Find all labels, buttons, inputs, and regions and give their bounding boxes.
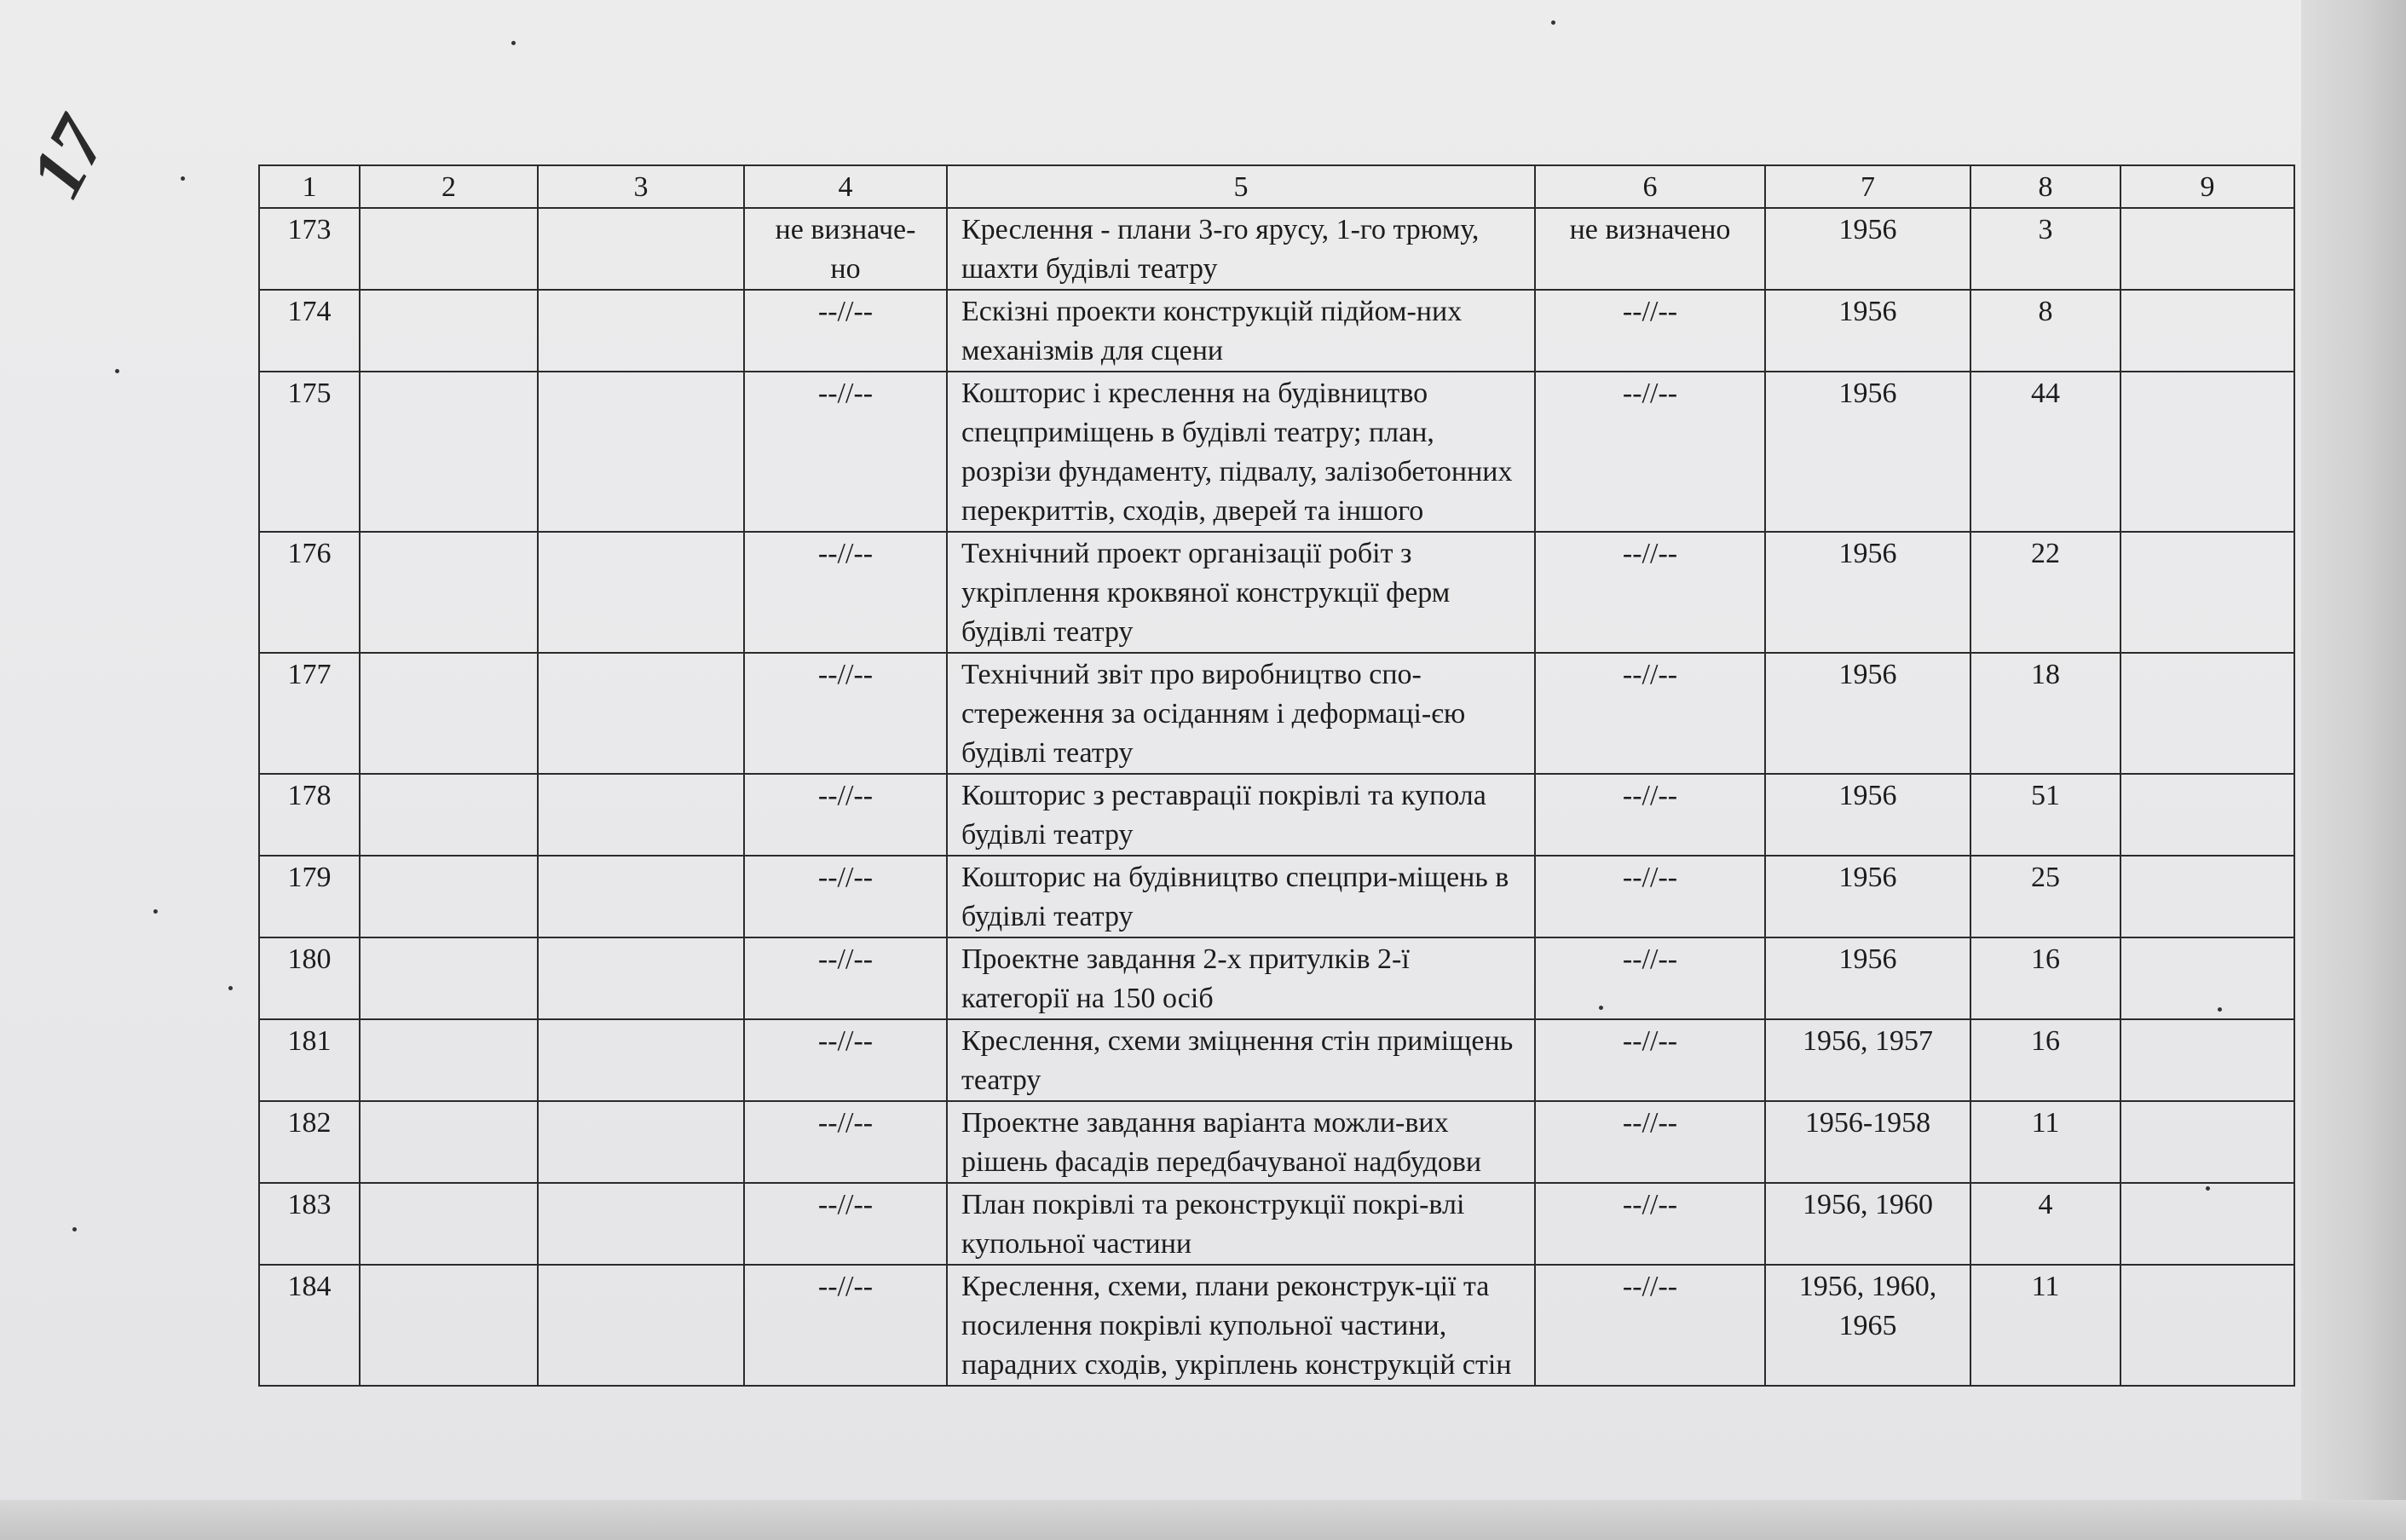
table-row <box>259 937 2294 1019</box>
date-undetermined-cell: --//-- <box>744 937 947 1019</box>
scan-speck <box>153 909 158 914</box>
handwritten-page-number: 17 <box>14 105 124 211</box>
record-number-cell: 182 <box>259 1101 360 1183</box>
table-row <box>259 208 2294 290</box>
scan-speck <box>115 369 119 373</box>
col6-cell: --//-- <box>1535 1019 1765 1101</box>
col9-cell <box>2120 1183 2294 1265</box>
record-number-cell: 180 <box>259 937 360 1019</box>
col9-cell <box>2120 1101 2294 1183</box>
column-header: 8 <box>1970 165 2120 208</box>
year-cell: 1956 <box>1765 208 1970 290</box>
sheet-count-cell: 44 <box>1970 372 2120 532</box>
sheet-count-cell: 51 <box>1970 774 2120 856</box>
scan-speck <box>1551 20 1555 25</box>
table-row <box>259 653 2294 774</box>
title-cell: Кошторис на будівництво спецпри-міщень в будівлі театру <box>947 856 1535 937</box>
col9-cell <box>2120 1019 2294 1101</box>
year-cell: 1956, 1960, 1965 <box>1765 1265 1970 1386</box>
col2-cell <box>360 1019 538 1101</box>
col6-cell: --//-- <box>1535 372 1765 532</box>
scan-speck <box>2206 1186 2210 1191</box>
sheet-count-cell: 4 <box>1970 1183 2120 1265</box>
table-row <box>259 290 2294 372</box>
record-number-cell: 179 <box>259 856 360 937</box>
scan-speck <box>1599 1006 1603 1010</box>
record-number-cell: 176 <box>259 532 360 653</box>
year-cell: 1956 <box>1765 937 1970 1019</box>
sheet-count-cell: 3 <box>1970 208 2120 290</box>
date-undetermined-cell: --//-- <box>744 856 947 937</box>
date-undetermined-cell: --//-- <box>744 1183 947 1265</box>
title-cell: Креслення, схеми зміцнення стін приміщень театру <box>947 1019 1535 1101</box>
col9-cell <box>2120 532 2294 653</box>
date-undetermined-cell: не визначе- но <box>744 208 947 290</box>
sheet-count-cell: 18 <box>1970 653 2120 774</box>
col6-cell: --//-- <box>1535 774 1765 856</box>
date-undetermined-cell: --//-- <box>744 1019 947 1101</box>
sheet-count-cell: 16 <box>1970 937 2120 1019</box>
column-header: 2 <box>360 165 538 208</box>
column-header: 9 <box>2120 165 2294 208</box>
header-row <box>259 165 2294 208</box>
title-cell: План покрівлі та реконструкції покрі-влі купольної частини <box>947 1183 1535 1265</box>
col9-cell <box>2120 774 2294 856</box>
table-row <box>259 372 2294 532</box>
table-row <box>259 856 2294 937</box>
sheet-count-cell: 11 <box>1970 1265 2120 1386</box>
record-number-cell: 174 <box>259 290 360 372</box>
title-cell: Проектне завдання варіанта можли-вих рішень фасадів передбачуваної надбудови <box>947 1101 1535 1183</box>
scan-speck <box>181 176 185 181</box>
col3-cell <box>538 290 744 372</box>
page-edge <box>2301 0 2406 1540</box>
col3-cell <box>538 937 744 1019</box>
col2-cell <box>360 937 538 1019</box>
col2-cell <box>360 774 538 856</box>
col3-cell <box>538 774 744 856</box>
col2-cell <box>360 372 538 532</box>
col9-cell <box>2120 372 2294 532</box>
scan-speck <box>2218 1007 2222 1012</box>
scan-speck <box>511 41 516 45</box>
sheet-count-cell: 22 <box>1970 532 2120 653</box>
col6-cell: --//-- <box>1535 532 1765 653</box>
date-undetermined-cell: --//-- <box>744 372 947 532</box>
col6-cell: не визначено <box>1535 208 1765 290</box>
col2-cell <box>360 290 538 372</box>
col6-cell: --//-- <box>1535 653 1765 774</box>
title-cell: Технічний проект організації робіт з укріплення кроквяної конструкції ферм будівлі театру <box>947 532 1535 653</box>
col3-cell <box>538 1265 744 1386</box>
date-undetermined-cell: --//-- <box>744 290 947 372</box>
col2-cell <box>360 532 538 653</box>
col3-cell <box>538 856 744 937</box>
col2-cell <box>360 1265 538 1386</box>
scan-speck <box>72 1227 77 1231</box>
title-cell: Креслення - плани 3-го ярусу, 1-го трюму, шахти будівлі театру <box>947 208 1535 290</box>
sheet-count-cell: 16 <box>1970 1019 2120 1101</box>
col6-cell: --//-- <box>1535 290 1765 372</box>
table-row <box>259 774 2294 856</box>
year-cell: 1956 <box>1765 532 1970 653</box>
col6-cell: --//-- <box>1535 856 1765 937</box>
record-number-cell: 184 <box>259 1265 360 1386</box>
col3-cell <box>538 532 744 653</box>
date-undetermined-cell: --//-- <box>744 774 947 856</box>
sheet-count-cell: 25 <box>1970 856 2120 937</box>
col3-cell <box>538 1101 744 1183</box>
column-header: 7 <box>1765 165 1970 208</box>
record-number-cell: 178 <box>259 774 360 856</box>
sheet-count-cell: 8 <box>1970 290 2120 372</box>
record-number-cell: 183 <box>259 1183 360 1265</box>
title-cell: Кошторис і креслення на будівництво спецприміщень в будівлі театру; план, розрізи фундаменту, підвалу, залізобетонних перекриттів, сходів, дверей та іншого <box>947 372 1535 532</box>
column-header: 5 <box>947 165 1535 208</box>
col2-cell <box>360 1183 538 1265</box>
col6-cell: --//-- <box>1535 1265 1765 1386</box>
col6-cell: --//-- <box>1535 937 1765 1019</box>
table-row <box>259 1019 2294 1101</box>
year-cell: 1956, 1957 <box>1765 1019 1970 1101</box>
title-cell: Ескізні проекти конструкцій підйом-них механізмів для сцени <box>947 290 1535 372</box>
title-cell: Кошторис з реставрації покрівлі та купола будівлі театру <box>947 774 1535 856</box>
page-bottom-edge <box>0 1500 2406 1540</box>
title-cell: Технічний звіт про виробництво спо-стереження за осіданням і деформаці-єю будівлі театру <box>947 653 1535 774</box>
table-row <box>259 532 2294 653</box>
year-cell: 1956 <box>1765 856 1970 937</box>
col6-cell: --//-- <box>1535 1183 1765 1265</box>
col3-cell <box>538 1183 744 1265</box>
column-header: 6 <box>1535 165 1765 208</box>
year-cell: 1956 <box>1765 290 1970 372</box>
year-cell: 1956 <box>1765 653 1970 774</box>
col9-cell <box>2120 856 2294 937</box>
col9-cell <box>2120 208 2294 290</box>
col2-cell <box>360 653 538 774</box>
title-cell: Проектне завдання 2-х притулків 2-ї категорії на 150 осіб <box>947 937 1535 1019</box>
record-number-cell: 181 <box>259 1019 360 1101</box>
col3-cell <box>538 1019 744 1101</box>
table-row <box>259 1265 2294 1386</box>
col9-cell <box>2120 937 2294 1019</box>
col9-cell <box>2120 290 2294 372</box>
column-header: 4 <box>744 165 947 208</box>
col6-cell: --//-- <box>1535 1101 1765 1183</box>
table-row <box>259 1183 2294 1265</box>
date-undetermined-cell: --//-- <box>744 1265 947 1386</box>
scan-speck <box>228 986 233 990</box>
col3-cell <box>538 208 744 290</box>
record-number-cell: 173 <box>259 208 360 290</box>
record-number-cell: 175 <box>259 372 360 532</box>
title-cell: Креслення, схеми, плани реконструк-ції та посилення покрівлі купольної частини, парадних сходів, укріплень конструкцій стін <box>947 1265 1535 1386</box>
year-cell: 1956-1958 <box>1765 1101 1970 1183</box>
column-header: 3 <box>538 165 744 208</box>
table-row <box>259 1101 2294 1183</box>
record-number-cell: 177 <box>259 653 360 774</box>
year-cell: 1956 <box>1765 774 1970 856</box>
date-undetermined-cell: --//-- <box>744 1101 947 1183</box>
col2-cell <box>360 1101 538 1183</box>
col9-cell <box>2120 1265 2294 1386</box>
date-undetermined-cell: --//-- <box>744 653 947 774</box>
col3-cell <box>538 653 744 774</box>
col2-cell <box>360 856 538 937</box>
column-header: 1 <box>259 165 360 208</box>
year-cell: 1956, 1960 <box>1765 1183 1970 1265</box>
sheet-count-cell: 11 <box>1970 1101 2120 1183</box>
col3-cell <box>538 372 744 532</box>
col9-cell <box>2120 653 2294 774</box>
archive-register-table <box>258 164 2295 1387</box>
col2-cell <box>360 208 538 290</box>
date-undetermined-cell: --//-- <box>744 532 947 653</box>
year-cell: 1956 <box>1765 372 1970 532</box>
